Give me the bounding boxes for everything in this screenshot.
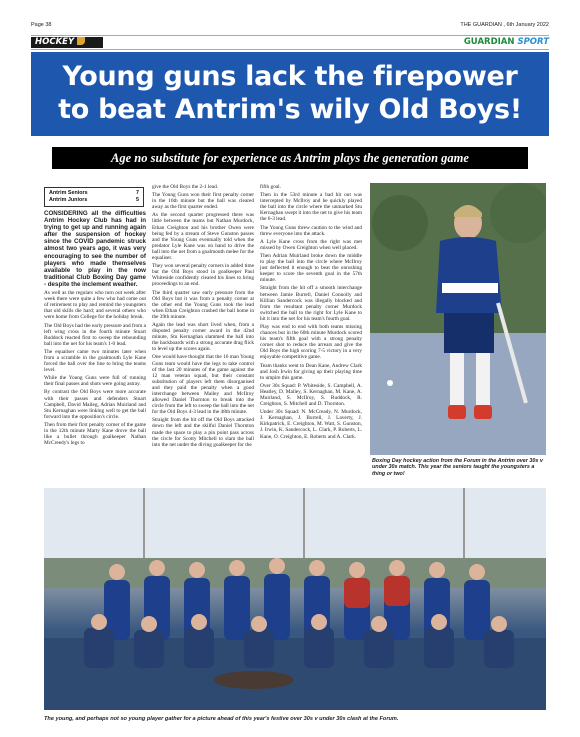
paragraph: The Young Guns won their first penalty corner in the 16th minute but the ball was cleared away as the first quarter ended. <box>152 192 254 211</box>
brand-name: GUARDIAN <box>463 37 515 47</box>
team-score: 5 <box>136 197 139 203</box>
action-photo-caption: Boxing Day hockey action from the Forum in the Antrim over 30s v under 30s match. This year the seniors taught the youngsters a thing or two! <box>372 458 543 477</box>
paragraph: fifth goal. <box>260 184 281 190</box>
paragraph: Team thanks went to Dean Kane, Andrew Clark and Josh Irwin for giving up their playing time to umpire this game. <box>260 362 362 381</box>
brand-logo <box>464 37 549 48</box>
team-photo-caption: The young, and perhaps not so young player gather for a picture ahead of this year's festive over 30s v under 30s clash at the Forum. <box>44 716 399 722</box>
team-photo <box>44 488 546 710</box>
paragraph: The Old Boys had the early pressure and from a left wing cross in the fourth minute Stuart Ruddock reacted first to sweep the rebounding ball into the net for his team's 1-0 lead. <box>44 322 146 347</box>
paragraph: Under 30s Squad: N. McCready, N. Murdock, J. Kernaghan, J. Burrell, J. Laverty, J. Kirkpatrick, E. Creighton, M. Watt, S. Gunston, J. Irwin, K. Sandercock, L. Clark, P. Roberts, L. Kane, O. Creighton, E. Roberts and A. Clark. <box>260 409 362 440</box>
paragraph: By contrast the Old Boys were more accurate with their passes and defenders Stuart Campbell, David Maileg, Adrian Muirland and Stu Kernaghan were linking well to get the ball forward into the opposition's circle. <box>44 389 146 420</box>
paragraph: Straight from the hit off the Old Boys attacked down the left and the skilful Daniel Thornton made the space to play a pin point pass across the circle for Scotty Mitchell to slam the ball into the net under the diving goalkeeper for the <box>152 417 254 448</box>
paragraph: As the second quarter progressed there was little between the teams but Nathan Murdock, Ethan Creighton and his brother Owen were being fed by a stream of Steve Gunston passes and the Young Guns eventually told when the predator Lyle Kane was on hand to drive the ball into the net from a goalmouth melee for the equaliser. <box>152 212 254 262</box>
action-photo <box>370 183 546 455</box>
paragraph: Again the lead was short lived when, from a disputed penalty corner award in the 42nd minute, Stu Kernaghan slammed the ball into the backboards with a strong accurate drag flick to level up the scores again. <box>152 321 254 353</box>
action-photo-illustration <box>370 183 546 455</box>
paragraph: give the Old Boys the 2-1 lead. <box>152 184 219 190</box>
paragraph: Over 30s Squad: P. Whiteside, S. Campbell, A. Heatley, D. Mailey, S. Kernaghan, M. Kane, A. Muirland, S. McIlroy, S. Ruddock, R. Creighton, S. Mitchell and D. Thornton. <box>260 382 362 408</box>
paragraph: Then in the 53rd minute a bad hit out was intercepted by McIlroy and he quickly played the ball into the circle where the unmarked Stu Kernaghan swept it into the net to give his team the 6-3 lead. <box>260 192 362 223</box>
score-box <box>44 187 144 207</box>
hockey-stick-icon <box>77 37 85 45</box>
section-bar <box>31 35 549 50</box>
paragraph: Then from their first penalty corner of the game in the 12th minute Marty Kane drove the ball like a bullet through goalkeeper Nathan McCreedy's legs to <box>44 421 146 447</box>
article-column-2 <box>152 184 254 486</box>
page-number: Page 38 <box>31 22 52 28</box>
team-name: Antrim Seniors <box>49 190 88 196</box>
paragraph: They won several penalty corners in added time but the Old Boys stood in goalkeeper Paul Whiteside confidently cleared his lines to bring proceedings to an end. <box>152 263 254 288</box>
section-tag <box>31 37 103 48</box>
paragraph: The equaliser came two minutes later when from a scramble in the goalmouth Lyle Kane forced the ball over the line to bring the teams level. <box>44 348 146 374</box>
team-photo-illustration <box>44 488 546 710</box>
subheadline: Age no substitute for experience as Antrim plays the generation game <box>52 147 528 169</box>
paragraph: While the Young Guns were full of running their final passes and shots were going astray. <box>44 375 146 388</box>
article-column-3 <box>260 184 362 486</box>
paragraph: Then Adrian Muirland broke down the middle to play the ball into the circle where McIlroy just deflected it enough to beat the onrushing keeper to score the seventh goal in the 57th minute. <box>260 252 362 284</box>
score-row <box>49 190 139 197</box>
paragraph: The Young Guns threw caution to the wind and threw everyone into the attack. <box>260 224 362 237</box>
section-tag-label: HOCKEY <box>35 37 75 47</box>
paragraph: A Lyle Kane cross from the right was met missed by Owen Creighton when well placed. <box>260 238 362 251</box>
paragraph: The third quarter saw early pressure from the Old Boys but it was from a penalty corner at the other end the Young Guns took the lead when Ethan Creighton crashed the ball home in the 39th minute. <box>152 289 254 320</box>
headline-line-2: to beat Antrim's wily Old Boys! <box>58 94 522 125</box>
paper-dateline: THE GUARDIAN , 6th January 2022 <box>460 22 549 28</box>
paragraph: One would have thought that the 16 man Young Guns team would have the legs to take control of the last 20 minutes of the game against the 12 man veteran squad, but their constant substitution of players left them disorganised and they paid the penalty when a good interchange between Mailey and McIlroy allowed Daniel Thornton to break into the circle from the left to sweep the ball into the net for the Old Boys 4-3 lead in the 48th minute. <box>152 354 254 416</box>
paragraph: As well as the regulars who turn out week after week there were quite a few who had come out of retirement to play and remind the youngsters that old skills die hard; and several others who were home from College for the holiday break. <box>44 290 146 321</box>
paragraph: Play was end to end with both teams missing chances but in the 60th minute Murdock scored his team's fifth goal with a strong penalty corner shot to reduce the arrears and give the Old Boys the high scoring 7-5 victory in a very enjoyable competitive game. <box>260 323 362 361</box>
paragraph: Straight from the hit off a smooth interchange between Jamie Burrell, Daniel Connolly and Killian Sandercock was illegally blocked and from the resultant penalty corner Murdock switched the ball to the right for Lyle Kane to hit it into the net for his team's fourth goal. <box>260 285 362 322</box>
score-row <box>49 197 139 204</box>
page-folio <box>31 22 549 32</box>
headline-line-1: Young guns lack the firepower <box>62 61 518 92</box>
brand-sport: SPORT <box>517 37 549 47</box>
team-name: Antrim Juniors <box>49 197 88 203</box>
headline-banner <box>31 52 549 136</box>
team-score: 7 <box>136 190 139 196</box>
lead-paragraph: CONSIDERING all the difficulties Antrim Hockey Club has had in trying to get up and running again after the suspension of hockey since the COVID pandemic struck almost two years ago, it was very encouraging to see the number of players who made themselves available to play in the now traditional Club Boxing Day game - despite the inclement weather. <box>44 210 146 288</box>
article-column-1 <box>44 210 146 486</box>
